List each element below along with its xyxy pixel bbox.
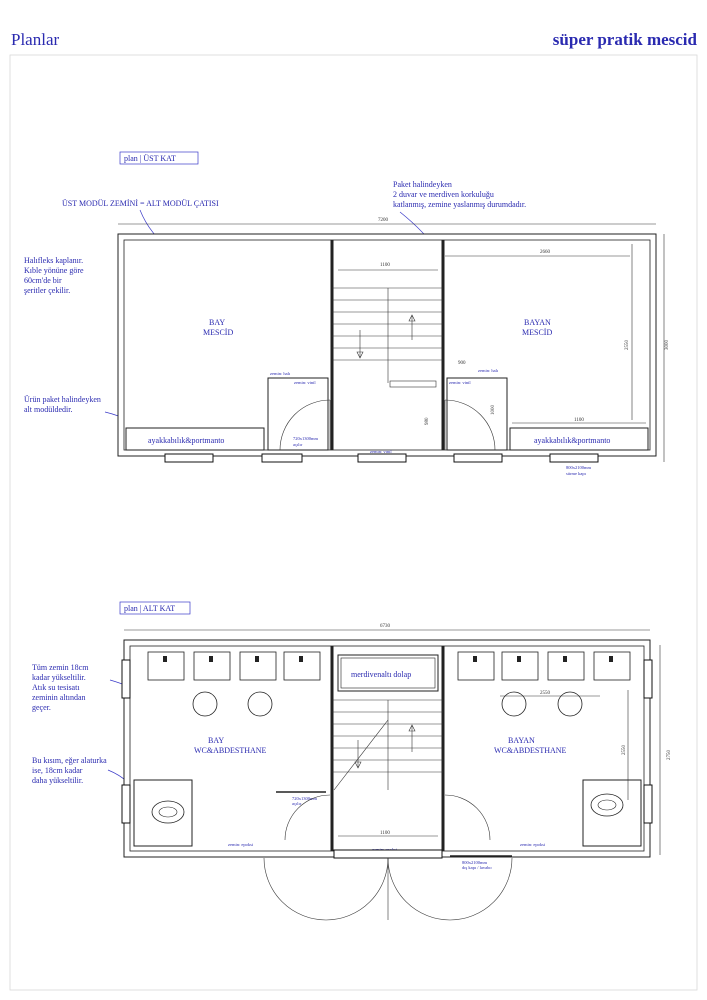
zemin-hali-right: zemin: halı: [478, 368, 499, 373]
dim-small-2: 1000: [491, 405, 496, 415]
dim-lower-overall: 6730: [380, 624, 390, 629]
dim-lower-height: 2750: [667, 750, 672, 760]
toilet-left: [152, 801, 184, 823]
note-paket-2: 2 duvar ve merdiven korkuluğu: [393, 190, 494, 199]
zemin-vinil-left: zemin: vinil: [294, 380, 316, 385]
note-upper-zemin: ÜST MODÜL ZEMİNİ = ALT MODÜL ÇATISI: [62, 199, 219, 208]
lower-plan-title: plan | ALT KAT: [124, 604, 176, 613]
note-hali-1: Halıfleks kaplanır.: [24, 256, 84, 265]
note-zemin-5: geçer.: [32, 703, 51, 712]
note-zemin-1: Tüm zemin 18cm: [32, 663, 89, 672]
room-bayan-mescid-1: BAYAN: [524, 318, 551, 327]
room-bay-mescid-1: BAY: [209, 318, 226, 327]
note-alaturka-2: ise, 18cm kadar: [32, 766, 83, 775]
note-hali-3: 60cm'de bir: [24, 276, 62, 285]
zemin-epoksi-right: zemin: epoksi: [520, 842, 546, 847]
lower-floor-plan: [32, 602, 672, 920]
window: [358, 454, 406, 462]
door-note-1: 800x2100mm: [566, 465, 592, 470]
dim-right-room-height: 2550: [625, 340, 630, 350]
window: [165, 454, 213, 462]
dim-lower-stair: 1100: [380, 831, 390, 836]
dim-small-3: 980: [425, 417, 430, 425]
window: [122, 785, 130, 823]
dim-lower-right-height: 2550: [622, 745, 627, 755]
page-title: Planlar: [11, 30, 60, 49]
lower-door-note-1: 800x2100mm: [462, 860, 488, 865]
brand-title: süper pratik mescid: [552, 30, 697, 49]
note-urun-2: alt modüldedir.: [24, 405, 73, 414]
door-note-2: sürme kapı: [566, 471, 586, 476]
entrance-door-arc-left: [264, 858, 388, 920]
dim-overall-height: 3000: [665, 340, 670, 350]
shoe-cabinet-left-label: ayakkabılık&portmanto: [148, 436, 225, 445]
room-bay-mescid-2: MESCİD: [203, 328, 234, 337]
note-paket-1: Paket halindeyken: [393, 180, 452, 189]
note-zemin-3: Atık su tesisatı: [32, 683, 80, 692]
note-alaturka-1: Bu kısım, eğer alaturka: [32, 756, 107, 765]
shoe-cabinet-right-label: ayakkabılık&portmanto: [534, 436, 611, 445]
upper-plan-title: plan | ÜST KAT: [124, 154, 176, 163]
room-bayan-wc-2: WC&ABDESTHANE: [494, 746, 567, 755]
window: [454, 454, 502, 462]
note-hali-4: şeritler çekilir.: [24, 286, 71, 295]
room-bayan-wc-1: BAYAN: [508, 736, 535, 745]
window-note-2: açılır: [293, 442, 303, 447]
note-hali-2: Kıble yönüne göre: [24, 266, 84, 275]
lower-door-note-2: dış kapı / lavabo: [462, 865, 492, 870]
window: [550, 454, 598, 462]
window: [644, 785, 652, 823]
note-paket-3: katlanmış, zemine yaslanmış durumdadır.: [393, 200, 527, 209]
entrance-door-arc-right: [388, 858, 512, 920]
zemin-hali-left: zemin: halı: [270, 371, 291, 376]
toilet-right: [591, 794, 623, 816]
zemin-vinil-right: zemin: vinil: [449, 380, 471, 385]
dim-lower-right-room: 2550: [540, 691, 550, 696]
room-bay-wc-1: BAY: [208, 736, 225, 745]
note-urun-1: Ürün paket halindeyken: [24, 395, 101, 404]
lower-window-note-2: açılır: [292, 801, 302, 806]
note-zemin-2: kadar yükseltilir.: [32, 673, 86, 682]
note-zemin-4: zeminin altından: [32, 693, 86, 702]
window-note-1: 720x1300mm: [293, 436, 319, 441]
under-stair-cabinet-label: merdivenaltı dolap: [351, 670, 412, 679]
window: [122, 660, 130, 698]
dim-small-1: 900: [458, 361, 466, 366]
zemin-vinil-center: zemin: vinil: [370, 449, 392, 454]
room-bayan-mescid-2: MESCİD: [522, 328, 553, 337]
dim-bottom-right: 1100: [574, 418, 584, 423]
window: [644, 660, 652, 698]
dim-overall: 7200: [378, 218, 388, 223]
dim-right-room: 2660: [540, 250, 550, 255]
entrance-opening: [334, 850, 442, 858]
lower-window-note-1: 720x1300mm: [292, 796, 318, 801]
zemin-epoksi-left: zemin: epoksi: [228, 842, 254, 847]
note-alaturka-3: daha yükseltilir.: [32, 776, 84, 785]
dim-stair: 1100: [380, 263, 390, 268]
window: [262, 454, 302, 462]
room-bay-wc-2: WC&ABDESTHANE: [194, 746, 267, 755]
upper-floor-plan: [24, 152, 670, 476]
